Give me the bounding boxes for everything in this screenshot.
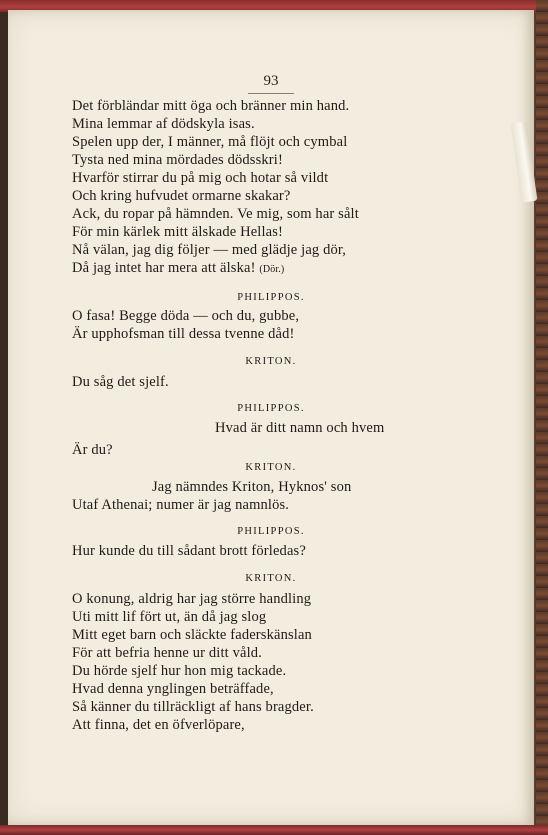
stage-direction: (Dör.)	[259, 264, 285, 275]
verse-line: Hvad är ditt namn och hvem	[215, 420, 385, 436]
page-text	[8, 10, 534, 825]
verse-line: O konung, aldrig har jag större handling	[72, 591, 312, 607]
verse-line: Uti mitt lif fört ut, än då jag slog	[72, 609, 267, 625]
verse-line: Är upphofsman till dessa tvenne dåd!	[72, 326, 295, 342]
verse-line: För min kärlek mitt älskade Hellas!	[72, 224, 284, 240]
verse-line-last	[72, 260, 284, 277]
verse-line: Nå välan, jag dig följer — med glädje jag dör,	[72, 242, 347, 258]
speaker-name: PHILIPPOS.	[237, 526, 305, 537]
verse-line: För att befria henne ur ditt våld.	[72, 645, 262, 661]
verse-line: Hvad denna ynglingen beträffade,	[72, 681, 274, 697]
speaker-name: KRITON.	[245, 573, 297, 584]
verse-line: Det förbländar mitt öga och bränner min hand.	[72, 98, 350, 114]
verse-text: Då jag intet har mera att älska!	[72, 260, 256, 276]
verse-line: Jag nämndes Kriton, Hyknos' son	[152, 479, 352, 495]
speaker-name: PHILIPPOS.	[237, 403, 305, 414]
verse-line: O fasa! Begge döda — och du, gubbe,	[72, 308, 300, 324]
verse-line: Ack, du ropar på hämnden. Ve mig, som har sålt	[72, 206, 359, 222]
speaker-name: KRITON.	[245, 462, 297, 473]
page-number: 93	[263, 73, 279, 89]
verse-line: Du hörde sjelf hur hon mig tackade.	[72, 663, 287, 679]
verse-line: Du såg det sjelf.	[72, 374, 169, 390]
verse-line: Att finna, det en öfverlöpare,	[72, 717, 245, 733]
verse-line: Och kring hufvudet ormarne skakar?	[72, 188, 291, 204]
verse-line: Hvarför stirrar du på mig och hotar så vildt	[72, 170, 329, 186]
verse-line: Spelen upp der, I männer, må flöjt och cymbal	[72, 134, 348, 150]
verse-line: Tysta ned mina mördades dödsskri!	[72, 152, 283, 168]
verse-line: Är du?	[72, 442, 113, 458]
verse-line: Hur kunde du till sådant brott förledas?	[72, 543, 306, 559]
verse-line: Utaf Athenai; numer är jag namnlös.	[72, 497, 290, 513]
verse-line: Så känner du tillräckligt af hans bragder.	[72, 699, 314, 715]
cover-edge-right	[536, 0, 548, 835]
verse-line: Mitt eget barn och släckte faderskänslan	[72, 627, 312, 643]
speaker-name: KRITON.	[245, 356, 297, 367]
speaker-name: PHILIPPOS.	[237, 292, 305, 303]
cover-edge-bottom	[0, 825, 548, 835]
verse-line: Mina lemmar af dödskyla isas.	[72, 116, 255, 132]
book-page	[8, 10, 534, 825]
